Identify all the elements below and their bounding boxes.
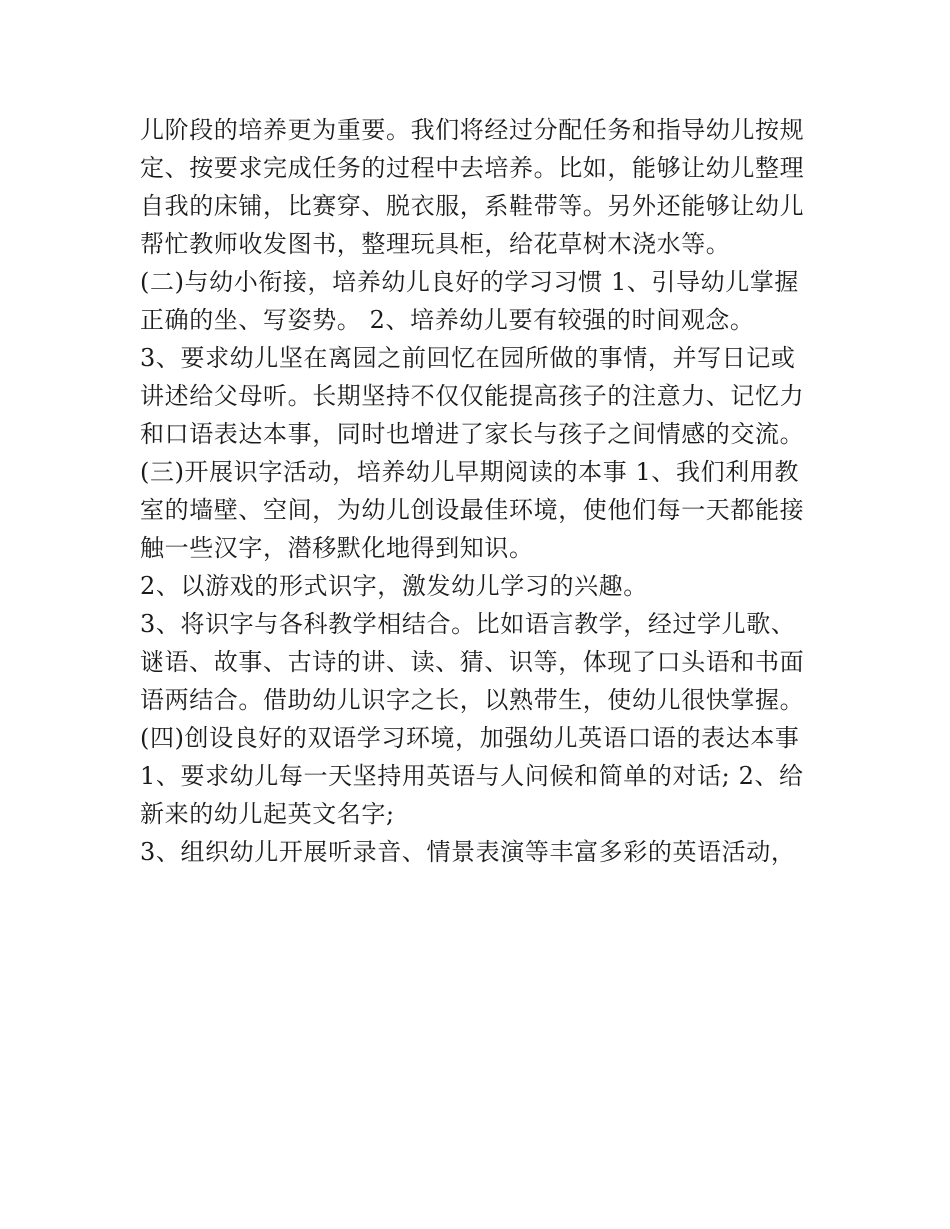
text-line: 室的墙壁、空间，为幼儿创设最佳环境，使他们每一天都能接 — [140, 496, 805, 524]
text-line: (四)创设良好的双语学习环境，加强幼儿英语口语的表达本事 — [140, 724, 800, 752]
text-line: 触一些汉字，潜移默化地得到知识。 — [140, 534, 534, 562]
text-line: (三)开展识字活动，培养幼儿早期阅读的本事 1、我们利用教 — [140, 458, 800, 486]
text-line: 自我的床铺，比赛穿、脱衣服，系鞋带等。另外还能够让幼儿 — [140, 192, 805, 220]
text-line: 正确的坐、写姿势。 2、培养幼儿要有较强的时间观念。 — [140, 306, 755, 334]
text-line: (二)与幼小衔接，培养幼儿良好的学习习惯 1、引导幼儿掌握 — [140, 268, 800, 296]
text-line: 谜语、故事、古诗的讲、读、猜、识等，体现了口头语和书面 — [140, 648, 805, 676]
text-line: 2、以游戏的形式识字，激发幼儿学习的兴趣。 — [140, 572, 648, 600]
text-line: 3、将识字与各科教学相结合。比如语言教学，经过学儿歌、 — [140, 610, 796, 638]
text-line: 讲述给父母听。长期坚持不仅仅能提高孩子的注意力、记忆力 — [140, 382, 805, 410]
text-line: 和口语表达本事，同时也增进了家长与孩子之间情感的交流。 — [140, 420, 805, 448]
text-line: 新来的幼儿起英文名字; — [140, 800, 395, 828]
text-line: 帮忙教师收发图书，整理玩具柜，给花草树木浇水等。 — [140, 230, 731, 258]
text-line: 1、要求幼儿每一天坚持用英语与人问候和简单的对话; 2、给 — [140, 762, 804, 790]
text-line: 3、要求幼儿坚在离园之前回忆在园所做的事情，并写日记或 — [140, 344, 796, 372]
text-line: 语两结合。借助幼儿识字之长，以熟带生，使幼儿很快掌握。 — [140, 686, 805, 714]
text-line: 儿阶段的培养更为重要。我们将经过分配任务和指导幼儿按规 — [140, 116, 805, 144]
text-line: 3、组织幼儿开展听录音、情景表演等丰富多彩的英语活动， — [140, 838, 796, 866]
text-line: 定、按要求完成任务的过程中去培养。比如，能够让幼儿整理 — [140, 154, 805, 182]
document-body — [140, 111, 820, 871]
